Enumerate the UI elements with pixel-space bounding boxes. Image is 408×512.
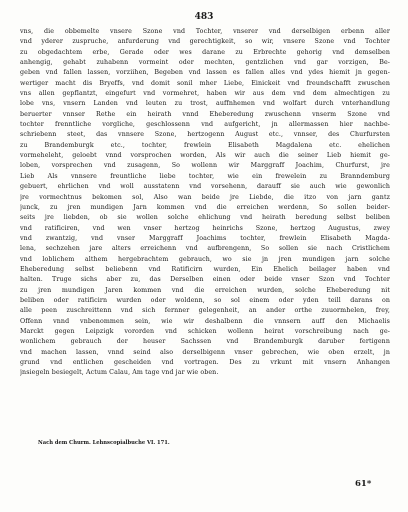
- text-line: tochter frenntliche vorgliche, geschlossenn vnd aufgericht, jn allermassen hier nachbe-: [20, 121, 390, 129]
- text-line: anhengig, gehabt zuhabenn vormeint oder mechten, gentzlichen vnd gar vorzigen, Be-: [20, 59, 390, 67]
- text-line: grund vnd entlichen gescheiden vnd vortragen. Des zu vrkunt mit vnsern Anhangen: [20, 359, 390, 366]
- text-line: lobe vns, vnsern Landen vnd leuten zu trost, auffnhemen vnd wolfart durch vnterhandlung: [20, 100, 390, 108]
- text-line: junck, zu jren mundigen Jarn kommen vnd die erreichen werdenn, So sollen beider-: [20, 203, 390, 211]
- text-line: zu jren mundigen Jaren kommen vnd die erreichen wurden, solche Eheberedung nit: [20, 286, 390, 294]
- text-line: beliben oder ratificirn wurden oder woldenn, so sol einem oder yden teill darans on: [20, 296, 390, 304]
- text-line: schriebenn steet, das vnnsere Szone, hertzogenn August etc., vnnser, des Churfursten: [20, 131, 390, 139]
- text-line: zu obgedachtem erbe, Gerade oder wes darane zu Erbrechte gehorig vnd demselben: [20, 48, 390, 56]
- body-text: [20, 27, 390, 379]
- text-line: geben vnd fallen lassen, vorziihen, Begeben vnd lassen es fallen alles vnd ydes hiemit jn gegen-: [20, 69, 390, 77]
- text-line: zu Brandemburgk etc., tochter, frewlein Elisabeth Magdalena etc. ehelichen: [20, 141, 390, 149]
- text-line: loben, vorsprechen vnd zusagenn, So wollenn wir Marggraff Joachim, Churfurst, jre: [20, 162, 390, 170]
- text-line: vns allen gepflantzt, eingefurt vnd vormehret, haben wir aus dem vnd dem almechtigen zu: [20, 90, 390, 98]
- text-line: vnd zwantzig, vnd vnser Marggraff Joachims tochter, frewlein Elisabeth Magda-: [20, 234, 390, 242]
- text-line: vormeheleht, geloebt vnnd vorsprochen worden, Als wir auch die seiner Lieb hiemit ge-: [20, 152, 390, 160]
- text-line: Eheberedung selbst beliebenn vnd Ratificirn wurden, Ein Ehelich beilager haben vnd: [20, 265, 390, 273]
- signature-mark: 61*: [355, 479, 372, 489]
- page-number: 483: [194, 12, 214, 22]
- text-line: lena, sechzehen jare alters erreichenn vnd aufbrengenn, So sollen sie nach Cristlichem: [20, 245, 390, 253]
- text-line: vnd loblichem althem hergebrachtem gebrauch, wo sie jn jren mundigen jarn solche: [20, 255, 390, 263]
- text-line: vnd machen lassen, vnnd seind also derselbigenn vnser gebrechen, wie oben erzelt, jn: [20, 348, 390, 356]
- text-line: jre vormechtnus bekomen sol, Also wan beide jre Liebde, die itzo von jarn gantz: [20, 193, 390, 201]
- text-line: vns, die obbemelte vnsere Szone vnd Tochter, vnserer vnd derselbigen erbenn aller: [20, 28, 390, 35]
- text-line: Offenn vnnd vnbenommen sein, wie wir deshalbenn die vnnsern auff den Michaelis: [20, 317, 390, 325]
- text-line: vnd yderer zuspruche, anfurderung vnd gerechtigkeit, so wir, vnsere Szone vnd Tochter: [20, 38, 390, 46]
- text-line: beruerter vnnser Rethe ein heirath vnnd Eheberedung zwuschenn vnserm Szone vnd: [20, 110, 390, 118]
- text-line: wertiger macht dis Bryeffs, vnd domit sonil mher Liebe, Einickeit vnd freundschafft zwuschen: [20, 79, 390, 87]
- text-line: seits jre liebden, ob sie wollen solche ehlichung vnd heirath beredung selbst beliben: [20, 214, 390, 222]
- text-line: Marckt gegen Leipzigk vororden vnd schicken wollenn heirat vorschreibung nach ge-: [20, 327, 390, 335]
- text-line: alle peen zuschreittenn vnd sich fernner gelegenheit, an ander orthe zuuormhelen, frey,: [20, 307, 390, 315]
- text-line: jnsiegeln besiegelt, Actum Calau, Am tage vnd jar wie oben.: [20, 369, 219, 377]
- text-line: gebuert, ehrlichen vnd woll ausstatenn vnd vorsehenn, darauff sie auch wie gewonlich: [20, 183, 390, 191]
- text-line: halten. Truge sichs aber zu, das Derselben einen oder beide vnser Szon vnd Tochter: [20, 276, 390, 284]
- text-line: vnd ratificiren, vnd wen vnser hertzog heinrichs Szone, hertzog Augustus, zwey: [20, 224, 390, 232]
- source-note: Nach dem Churm. Lehnscopialbuche VI. 171.: [38, 440, 170, 446]
- text-line: wonlichem gebrauch der heuser Sachssen vnd Brandemburgk daruber fertigenn: [20, 338, 390, 346]
- text-line: Lieb Als vnnsere freuntliche liebe tochter, wie ein frewelein zu Branndemburg: [20, 172, 390, 180]
